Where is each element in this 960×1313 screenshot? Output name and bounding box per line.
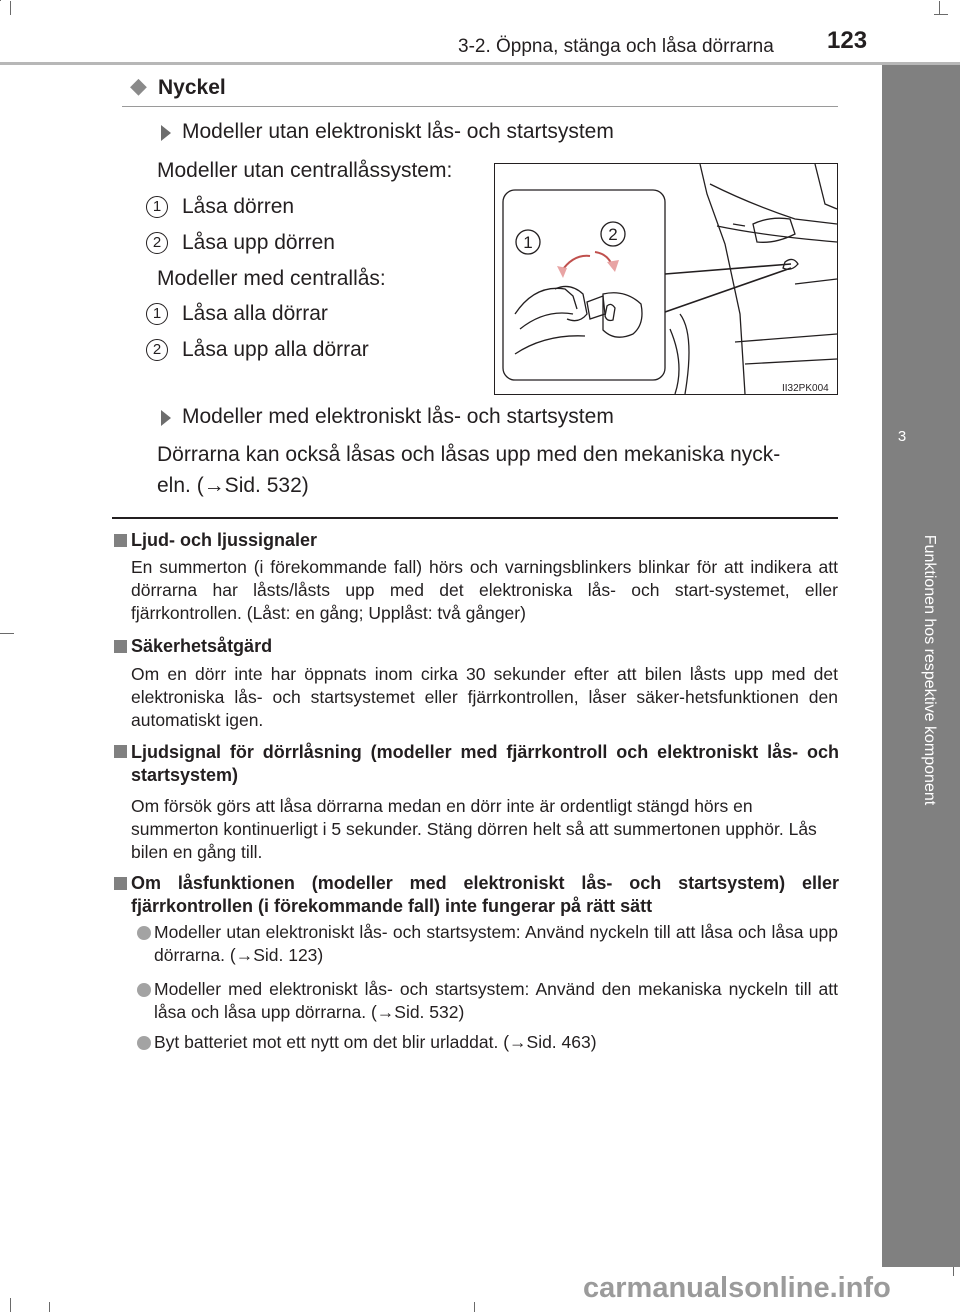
crop-mark [474,1302,475,1312]
crop-mark [939,1,940,15]
note-title: Om låsfunktionen (modeller med elektroniskt lås- och startsystem) eller fjärrkontrollen (i förekommande fall) inte fungerar på rätt sätt [131,873,839,916]
group-label: Modeller med centrallås: [157,267,386,290]
callout-number: 2 [146,232,168,254]
key-door-illustration [494,163,838,395]
section-heading: Nyckel [158,76,226,99]
callout-number: 2 [146,339,168,361]
crop-mark [934,14,948,15]
page-number: 123 [827,27,868,54]
square-bullet-icon [114,877,127,890]
note-body: Om en dörr inte har öppnats inom cirka 30 sekunder efter att bilen låsts upp med det elektroniska lås- och startsystemet eller fjärrkontrollen, låser säker-hetsfunktionen den automatiskt igen. [131,664,838,730]
illustration-code: II32PK004 [782,383,829,394]
round-bullet-icon [137,926,151,940]
paragraph-line: eln. (→Sid. 532) [157,474,309,497]
note-bullet: Modeller utan elektroniskt lås- och startsystem: Använd nyckeln till att låsa och låsa upp dörrarna. (→Sid. 123) [154,922,838,965]
section-divider [112,517,838,519]
square-bullet-icon [114,640,127,653]
callout-number: 1 [146,303,168,325]
note-title: Ljud- och ljussignaler [131,530,318,550]
diamond-icon: ◆ [130,73,147,98]
crop-mark [10,1298,11,1312]
list-item: Låsa dörren [182,195,295,218]
callout-number: 1 [146,196,168,218]
chapter-title: Funktionen hos respektive komponent [921,534,938,806]
heading-rule [122,106,838,107]
note-title: Ljudsignal för dörrlåsning (modeller med fjärrkontroll och elektroniskt lås- och startsystem) [131,742,839,785]
crop-mark [0,0,1,1]
round-bullet-icon [137,1036,151,1050]
header-section-title: 3-2. Öppna, stänga och låsa dörrarna [458,36,774,57]
list-item: Låsa upp dörren [182,231,335,254]
car-door-drawing [495,164,837,394]
triangle-right-icon [161,410,171,426]
square-bullet-icon [114,534,127,547]
note-body: Om försök görs att låsa dörrarna medan en dörr inte är ordentligt stängd hörs en summerton kontinuerligt i 5 sekunder. Stäng dörren helt så att summertonen upphör. Lås bilen en gång till. [131,796,817,862]
subsection-title: Modeller utan elektroniskt lås- och startsystem [182,120,614,143]
triangle-right-icon [161,125,171,141]
subsection-title: Modeller med elektroniskt lås- och startsystem [182,405,614,428]
crop-mark [0,633,14,634]
crop-mark [10,1,11,15]
paragraph-line: Dörrarna kan också låsas och låsas upp med den mekaniska nyck- [157,443,781,466]
header-rule [0,62,960,65]
note-body: En summerton (i förekommande fall) hörs och varningsblinkers blinkar för att indikera att dörrarna har låsts/låsts upp med det elektroniska lås- och start-systemet, eller fjärrkontrollen. (Låst: en gång; Upplåst: två gånger) [131,557,838,623]
note-bullet: Byt batteriet mot ett nytt om det blir urladdat. (→Sid. 463) [154,1032,597,1052]
note-title: Säkerhetsåtgärd [131,636,273,656]
note-bullet: Modeller med elektroniskt lås- och startsystem: Använd den mekaniska nyckeln till att låsa och låsa upp dörrarna. (→Sid. 532) [154,979,838,1022]
chapter-number: 3 [897,428,907,445]
round-bullet-icon [137,983,151,997]
square-bullet-icon [114,745,127,758]
illustration-callout-2: 2 [608,225,618,244]
watermark: carmanualsonline.info [583,1272,891,1304]
list-item: Låsa alla dörrar [182,302,328,325]
list-item: Låsa upp alla dörrar [182,338,369,361]
group-label: Modeller utan centrallåssystem: [157,159,453,182]
illustration-callout-1: 1 [523,233,533,252]
crop-mark [49,1302,50,1312]
